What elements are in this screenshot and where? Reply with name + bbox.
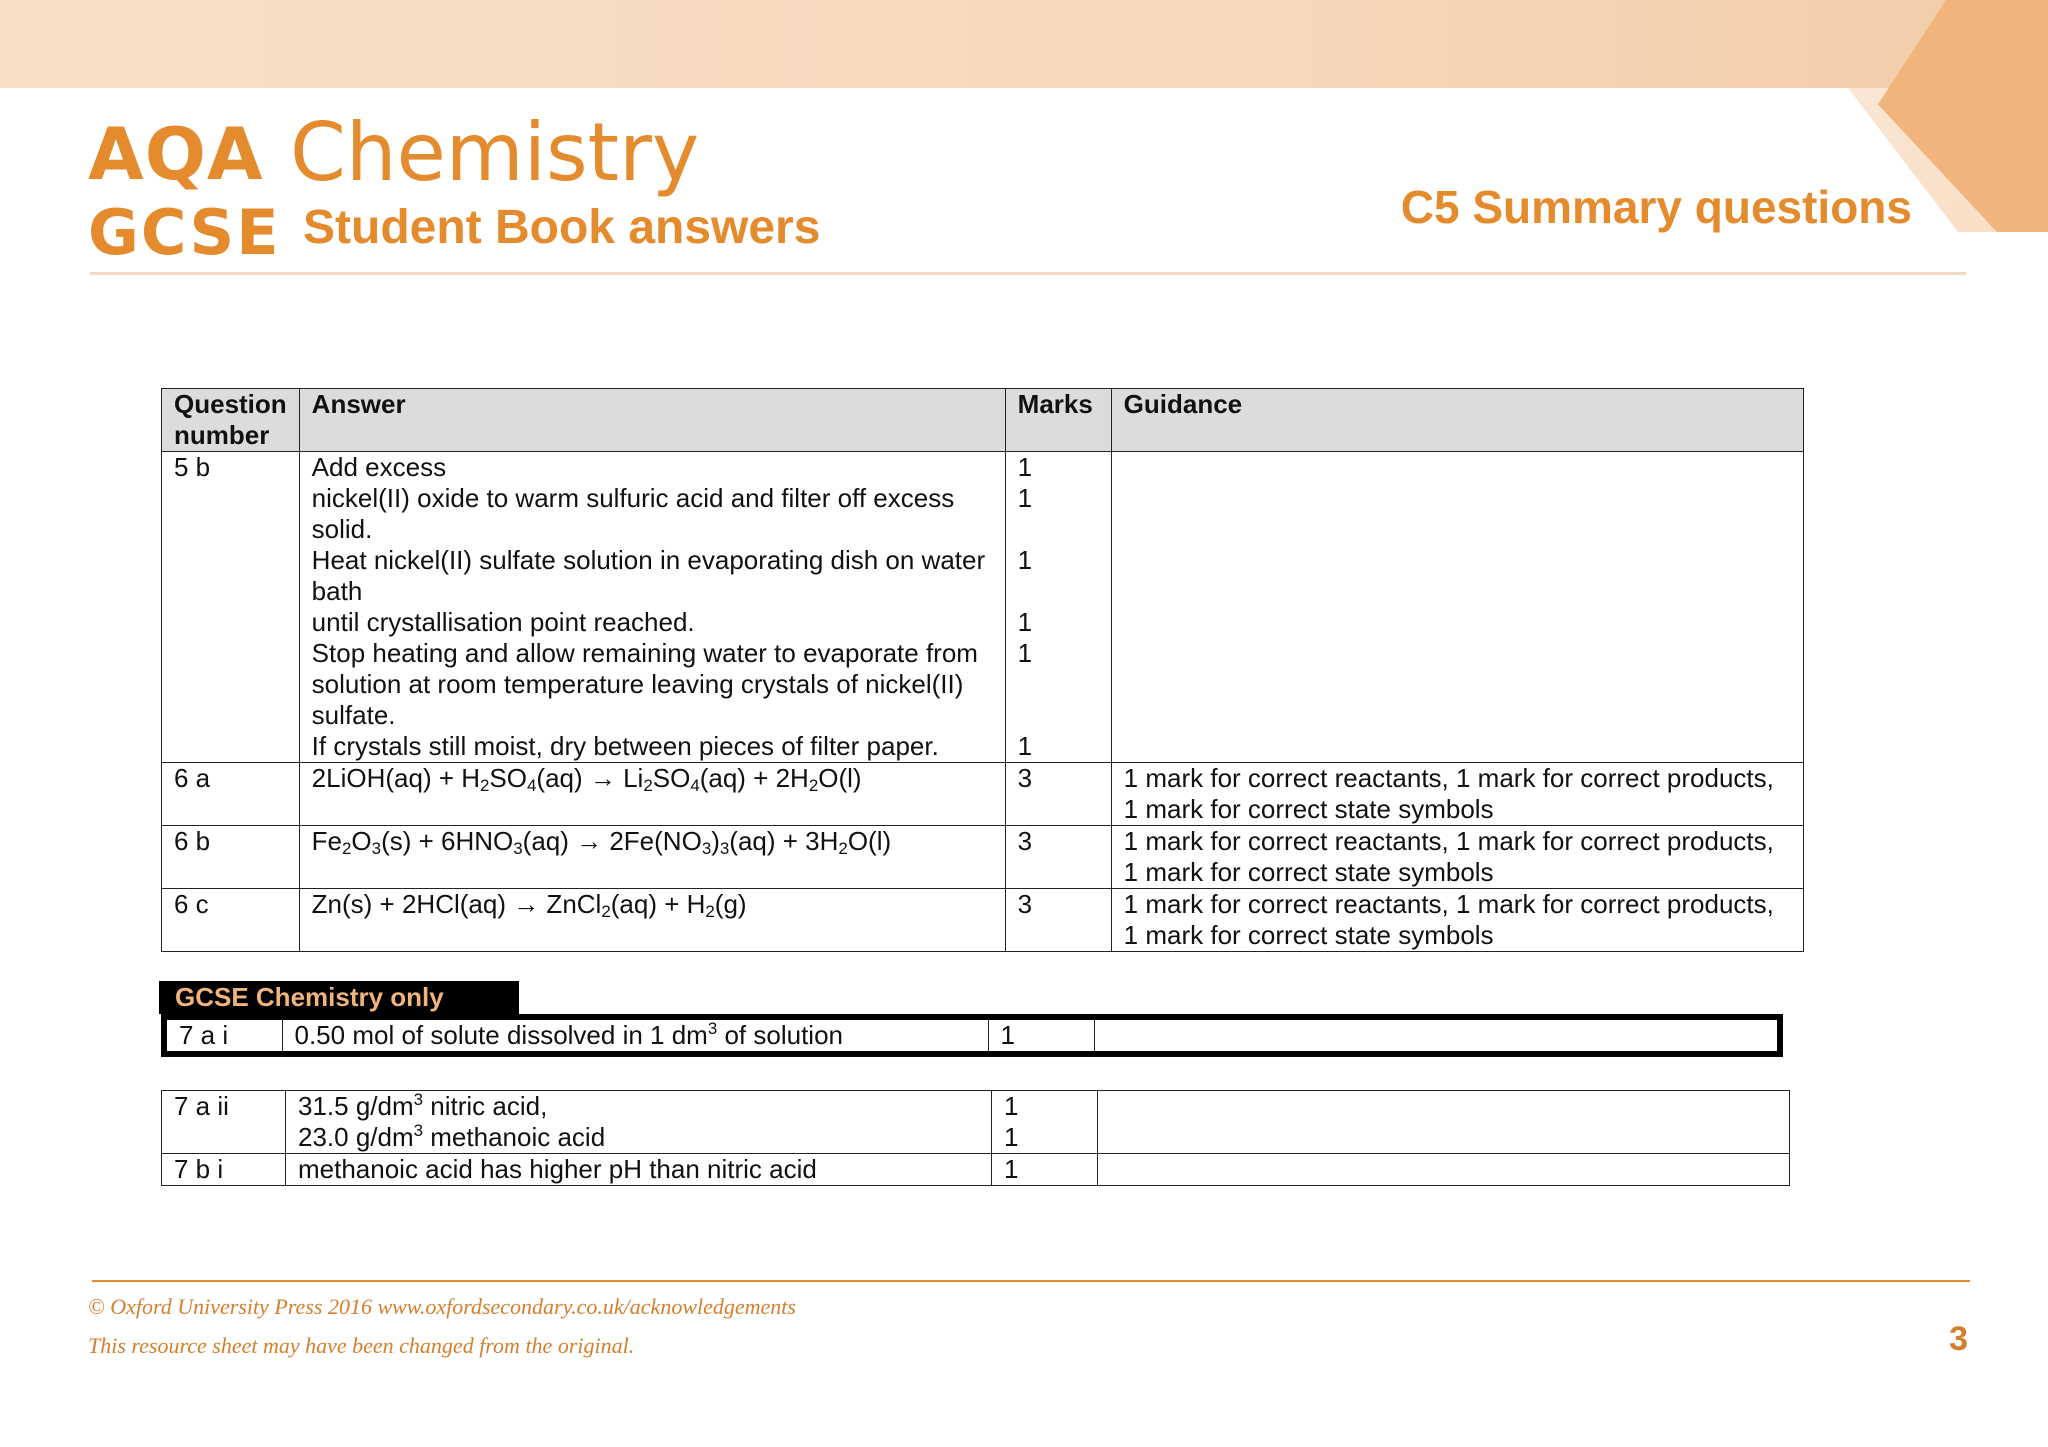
question-number: 6 c: [162, 889, 300, 952]
brand-subtitle: Student Book answers: [303, 201, 821, 254]
answer-cell: 31.5 $g/dm^3$ nitric acid, 23.0 $g/dm^3$ methanoic acid: [286, 1091, 992, 1154]
page-number: 3: [1949, 1320, 1968, 1358]
answer-cell: methanoic acid has higher pH than nitric acid: [286, 1154, 992, 1186]
answers-table-continued: [161, 1090, 1790, 1186]
header-divider: [90, 272, 1966, 275]
brand-subject: Chemistry: [290, 106, 700, 199]
question-number: 5 b: [162, 452, 300, 763]
guidance-cell: [1098, 1154, 1790, 1186]
chemistry-only-label: GCSE Chemistry only: [159, 981, 519, 1014]
guidance-cell: [1111, 452, 1803, 763]
answer-cell: 0.50 mol of solute dissolved in 1 $dm^3$ of solution: [282, 1017, 988, 1054]
answer-equation: 2LiOH(aq) + $H_2SO_4(aq) \to Li_2SO_4(aq) + 2H_2O(l)$: [299, 763, 1005, 826]
guidance-cell: 1 mark for correct reactants, 1 mark for correct products, 1 mark for correct state symbols: [1111, 889, 1803, 952]
chemistry-only-table: [161, 1014, 1783, 1057]
header-marks: Marks: [1005, 389, 1111, 452]
marks-cell: 3: [1005, 826, 1111, 889]
marks-cell: 1: [992, 1154, 1098, 1186]
answer-equation: Zn(s) + 2HCl(aq) → ZnCl$_2$(aq) + $H_2(g)$: [299, 889, 1005, 952]
table-row: [162, 826, 1804, 889]
footer-note: This resource sheet may have been changed from the original.: [88, 1333, 635, 1358]
question-number: 6 b: [162, 826, 300, 889]
chapter-title: C5 Summary questions: [1400, 181, 1912, 233]
answer-cell: Add excess nickel(II) oxide to warm sulfuric acid and filter off excess solid. Heat nickel(II) sulfate solution in evaporating dish on water bath until crystallisation point reached. Stop heating and allow remaining water to evaporate from solution at room temperature leaving crystals of nickel(II) sulfate. If crystals still moist, dry between pieces of filter paper.: [299, 452, 1005, 763]
header-answer: Answer: [299, 389, 1005, 452]
brand-aqa: AQA: [88, 112, 264, 196]
header-band: [0, 0, 2048, 88]
brand-gcse: GCSE: [88, 196, 281, 269]
question-number: 7 a i: [164, 1017, 282, 1054]
question-number: 6 a: [162, 763, 300, 826]
table-row: [162, 763, 1804, 826]
guidance-cell: [1098, 1091, 1790, 1154]
table-header-row: [162, 389, 1804, 452]
marks-cell: 1 1 1 1 1 1: [1005, 452, 1111, 763]
question-number: 7 a ii: [162, 1091, 286, 1154]
guidance-cell: 1 mark for correct reactants, 1 mark for correct products, 1 mark for correct state symbols: [1111, 826, 1803, 889]
marks-cell: 3: [1005, 763, 1111, 826]
table-row: [162, 889, 1804, 952]
table-row: [162, 1154, 1790, 1186]
footer-divider: [92, 1280, 1970, 1282]
guidance-cell: [1094, 1017, 1780, 1054]
header-question-number: Question number: [162, 389, 300, 452]
question-number: 7 b i: [162, 1154, 286, 1186]
answer-equation: $Fe_2O_3(s) + 6HNO_3(aq) \to 2Fe(NO_3)_3(aq) + 3H_2O(l)$: [299, 826, 1005, 889]
table-row: [162, 452, 1804, 763]
footer-copyright: © Oxford University Press 2016 www.oxfordsecondary.co.uk/acknowledgements: [88, 1294, 796, 1319]
marks-cell: 1: [988, 1017, 1094, 1054]
table-row: [162, 1091, 1790, 1154]
guidance-cell: 1 mark for correct reactants, 1 mark for correct products, 1 mark for correct state symbols: [1111, 763, 1803, 826]
marks-cell: 3: [1005, 889, 1111, 952]
table-row: [164, 1017, 1780, 1054]
marks-cell: 1 1: [992, 1091, 1098, 1154]
answers-table: [161, 388, 1804, 952]
header-guidance: Guidance: [1111, 389, 1803, 452]
